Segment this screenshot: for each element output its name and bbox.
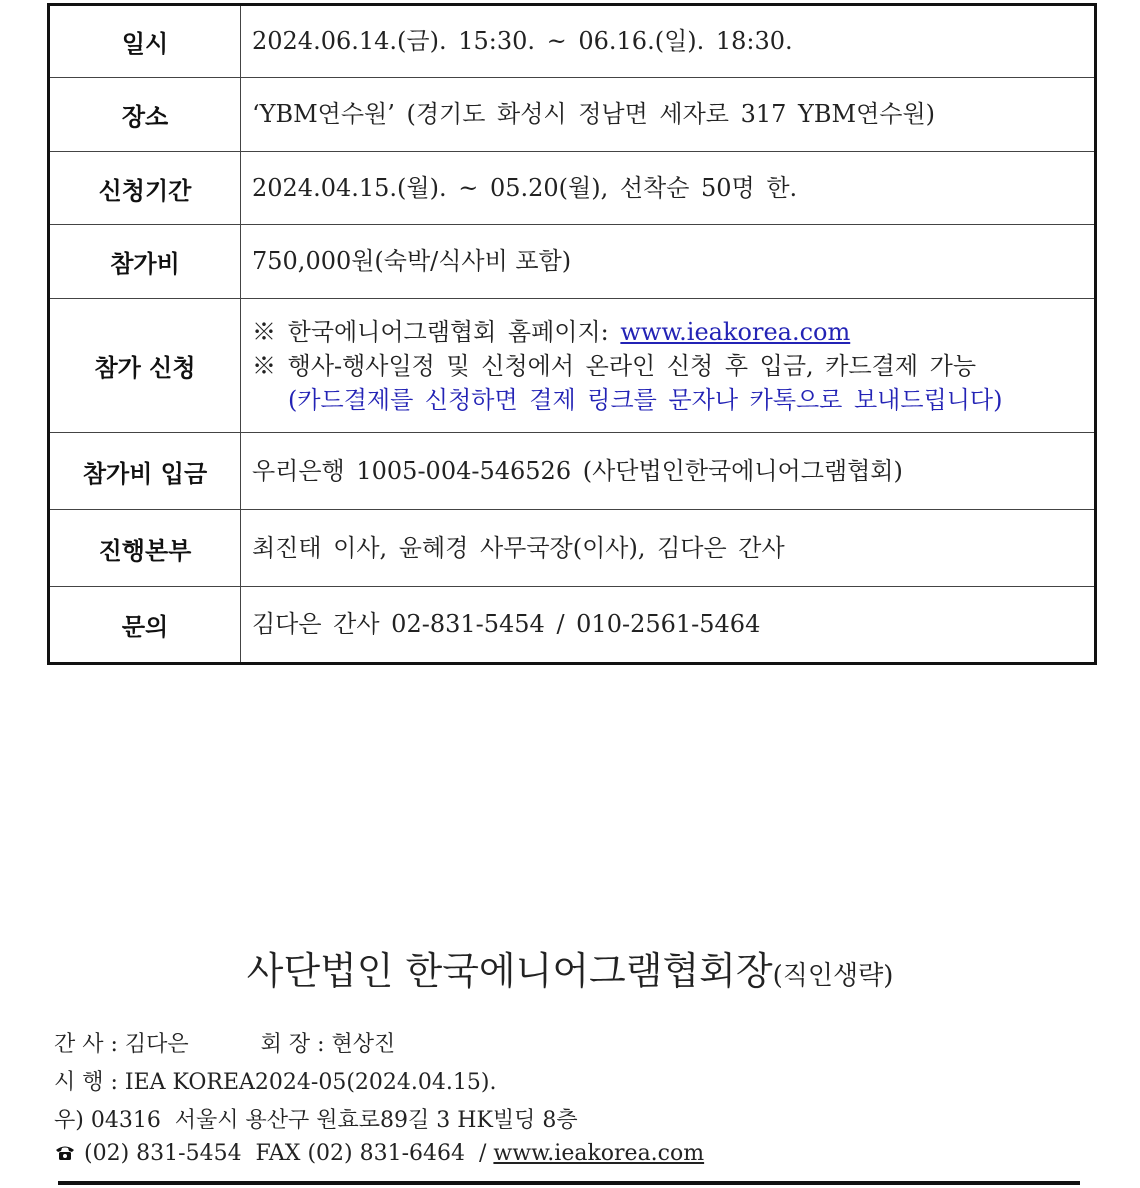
row-value: 2024.04.15.(월). ~ 05.20(월), 선착순 50명 한. (241, 152, 1096, 225)
footer-contact-line (54, 1141, 704, 1166)
footer-address-line: 우) 04316 서울시 용산구 원효로89길 3 HK빌딩 8층 (54, 1108, 578, 1133)
footer-issue-line: 시 행 : IEA KOREA2024-05(2024.04.15). (54, 1070, 497, 1095)
row-label: 신청기간 (49, 152, 241, 225)
row-organizers (49, 510, 1096, 587)
event-info-table (47, 3, 1097, 665)
footer-staff-line (54, 1027, 395, 1058)
organization-signature (0, 940, 1140, 995)
row-value: 2024.06.14.(금). 15:30. ~ 06.16.(일). 18:30. (241, 5, 1096, 78)
row-datetime (49, 5, 1096, 78)
registration-homepage-text: ※ 한국에니어그램협회 홈페이지: (252, 317, 621, 346)
row-label: 진행본부 (49, 510, 241, 587)
row-fee (49, 225, 1096, 299)
row-label: 일시 (49, 5, 241, 78)
footer-website-link[interactable]: www.ieakorea.com (493, 1141, 705, 1166)
stamp-omitted-note: (직인생략) (772, 961, 894, 991)
row-registration (49, 299, 1096, 433)
row-value (241, 299, 1096, 433)
secretary-text: 간 사 : 김다은 (54, 1032, 189, 1057)
row-label: 참가비 입금 (49, 433, 241, 510)
registration-line-1 (252, 315, 1094, 349)
registration-line-2: ※ 행사-행사일정 및 신청에서 온라인 신청 후 입금, 카드결제 가능 (252, 351, 976, 380)
row-value: 750,000원(숙박/식사비 포함) (241, 225, 1096, 299)
tel-fax-text: (02) 831-5454 FAX (02) 831-6464 / (84, 1141, 494, 1166)
row-value: 우리은행 1005-004-546526 (사단법인한국에니어그램협회) (241, 433, 1096, 510)
row-value: 최진태 이사, 윤혜경 사무국장(이사), 김다은 간사 (241, 510, 1096, 587)
row-value: 김다은 간사 02-831-5454 / 010-2561-5464 (241, 587, 1096, 664)
card-payment-note: (카드결제를 신청하면 결제 링크를 문자나 카톡으로 보내드립니다) (288, 385, 1003, 414)
organization-name: 사단법인 한국에니어그램협회장 (246, 949, 773, 993)
row-apply-period (49, 152, 1096, 225)
row-label: 문의 (49, 587, 241, 664)
bottom-divider (58, 1181, 1080, 1185)
homepage-link[interactable]: www.ieakorea.com (620, 317, 851, 346)
row-inquiry (49, 587, 1096, 664)
row-payment-account (49, 433, 1096, 510)
row-value: ‘YBM연수원’ (경기도 화성시 정남면 세자로 317 YBM연수원) (241, 78, 1096, 152)
row-label: 장소 (49, 78, 241, 152)
row-venue (49, 78, 1096, 152)
row-label: 참가 신청 (49, 299, 241, 433)
row-label: 참가비 (49, 225, 241, 299)
telephone-icon (54, 1142, 76, 1162)
president-text: 회 장 : 현상진 (260, 1032, 396, 1057)
